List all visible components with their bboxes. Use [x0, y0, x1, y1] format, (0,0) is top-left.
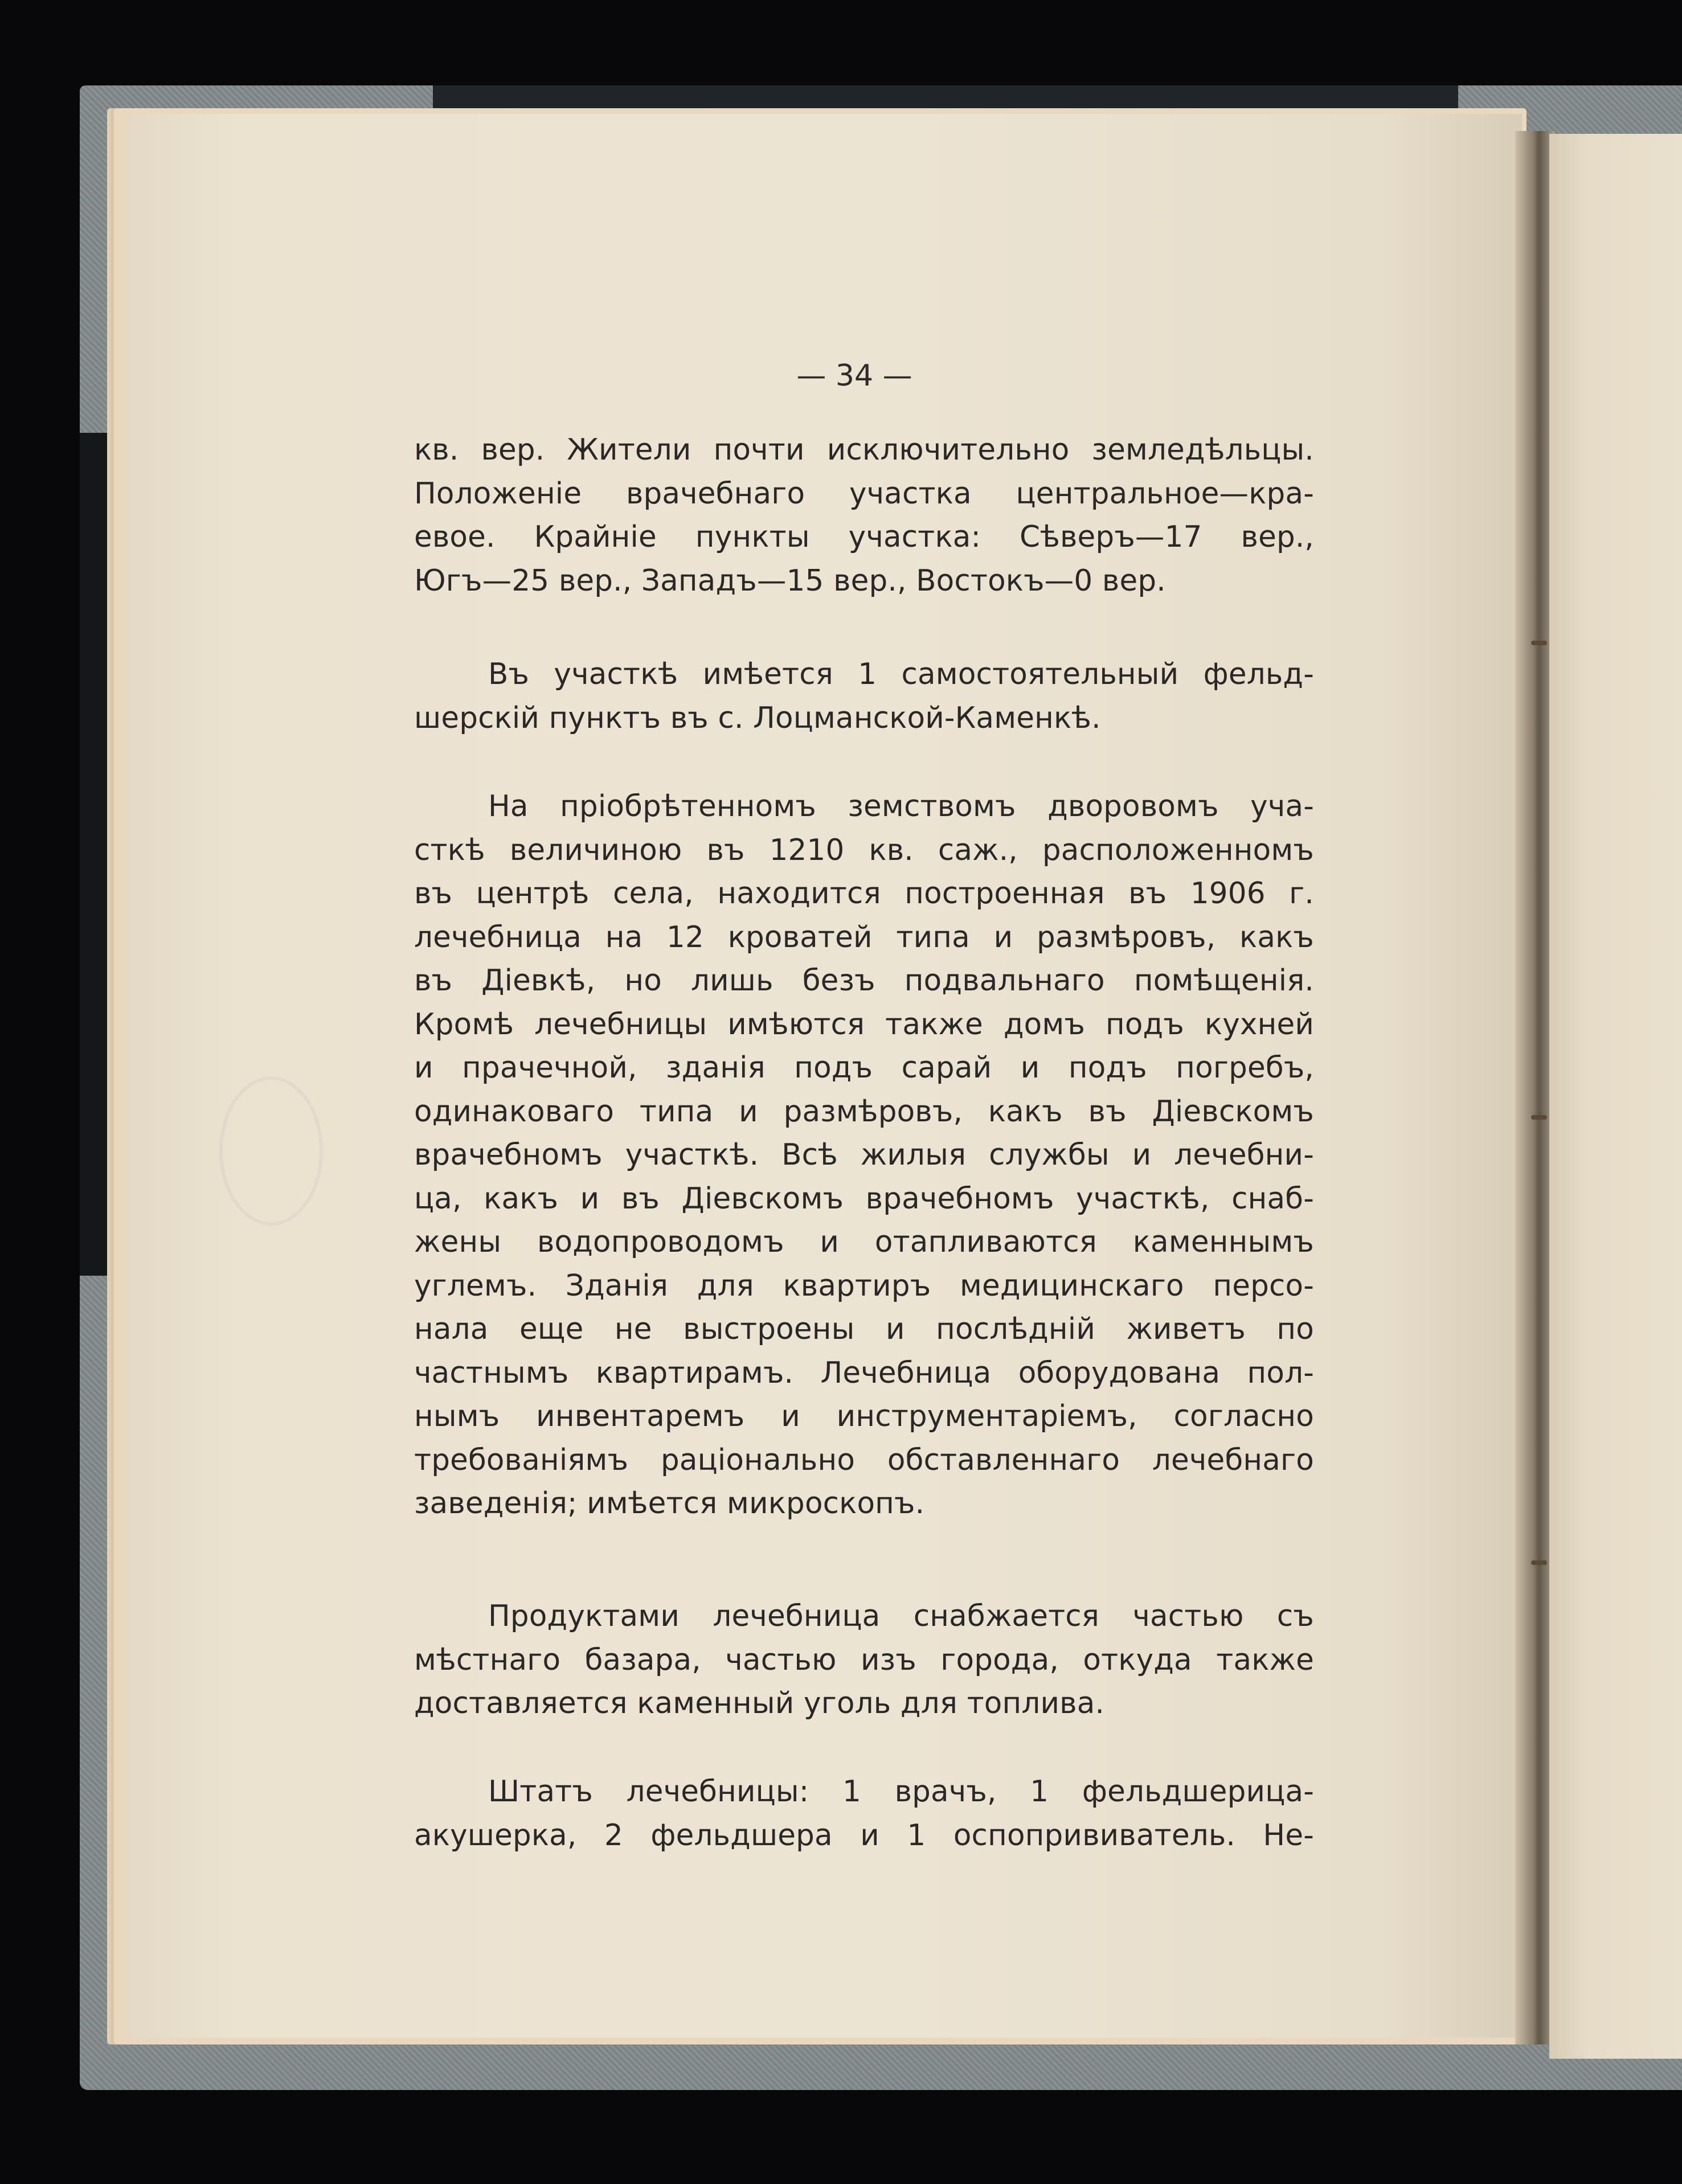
text-line: врачебномъ участкѣ. Всѣ жилыя службы и лечебни-	[414, 1138, 1314, 1172]
text-line: шерскій пунктъ въ с. Лоцманской-Каменкѣ.	[414, 700, 1101, 735]
text-line: Положеніе врачебнаго участка центральное—кра-	[414, 476, 1314, 511]
facing-page	[1549, 134, 1682, 2059]
text-line: На пріобрѣтенномъ земствомъ дворовомъ уча-	[488, 789, 1314, 823]
binding-stitch	[1531, 1115, 1547, 1120]
text-line: углемъ. Зданія для квартиръ медицинскаго персо-	[414, 1268, 1314, 1303]
binding-stitch	[1531, 641, 1547, 645]
text-line: жены водопроводомъ и отапливаются каменнымъ	[414, 1225, 1314, 1259]
text-line: частнымъ квартирамъ. Лечебница оборудована пол-	[414, 1355, 1314, 1390]
text-line: требованіямъ раціонально обставленнаго лечебнаго	[414, 1443, 1314, 1477]
text-line: евое. Крайніе пункты участка: Сѣверъ—17 вер.,	[414, 520, 1314, 554]
text-line: Югъ—25 вер., Западъ—15 вер., Востокъ—0 вер.	[414, 563, 1166, 598]
text-line: заведенія; имѣется микроскопъ.	[414, 1486, 925, 1521]
text-line: Штатъ лечебницы: 1 врачъ, 1 фельдшерица-	[488, 1775, 1314, 1809]
text-line: мѣстнаго базара, частью изъ города, откуда также	[414, 1642, 1314, 1677]
paragraph-2	[414, 653, 1314, 740]
paragraph-5	[414, 1770, 1314, 1857]
faint-library-stamp	[219, 1076, 323, 1226]
paragraph-3	[414, 785, 1314, 1526]
text-line: въ Діевкѣ, но лишь безъ подвальнаго помѣщенія.	[414, 964, 1314, 998]
text-line: ца, какъ и въ Діевскомъ врачебномъ участкѣ, снаб-	[414, 1181, 1314, 1216]
text-line: доставляется каменный уголь для топлива.	[414, 1686, 1105, 1720]
paragraph-1	[414, 428, 1314, 603]
text-line: нала еще не выстроены и послѣдній живетъ по	[414, 1312, 1314, 1346]
text-line: въ центрѣ села, находится построенная въ 1906 г.	[414, 876, 1314, 911]
text-line: Въ участкѣ имѣется 1 самостоятельный фельд-	[488, 657, 1314, 691]
binding-stitch	[1531, 1560, 1547, 1565]
text-line: нымъ инвентаремъ и инструментаріемъ, согласно	[414, 1399, 1314, 1433]
text-line: кв. вер. Жители почти исключительно земледѣльцы.	[414, 433, 1314, 467]
text-line: Продуктами лечебница снабжается частью съ	[488, 1599, 1314, 1633]
text-line: Кромѣ лечебницы имѣются также домъ подъ кухней	[414, 1007, 1314, 1042]
text-line: одинаковаго типа и размѣровъ, какъ въ Діевскомъ	[414, 1094, 1314, 1129]
paragraph-4	[414, 1595, 1314, 1726]
page-number: — 34 —	[796, 359, 912, 393]
text-line: акушерка, 2 фельдшера и 1 оспопрививатель. Не-	[414, 1818, 1314, 1853]
text-line: сткѣ величиною въ 1210 кв. саж., расположенномъ	[414, 833, 1314, 867]
text-line: и прачечной, зданія подъ сарай и подъ погребъ,	[414, 1051, 1314, 1085]
text-line: лечебница на 12 кроватей типа и размѣровъ, какъ	[414, 920, 1314, 954]
